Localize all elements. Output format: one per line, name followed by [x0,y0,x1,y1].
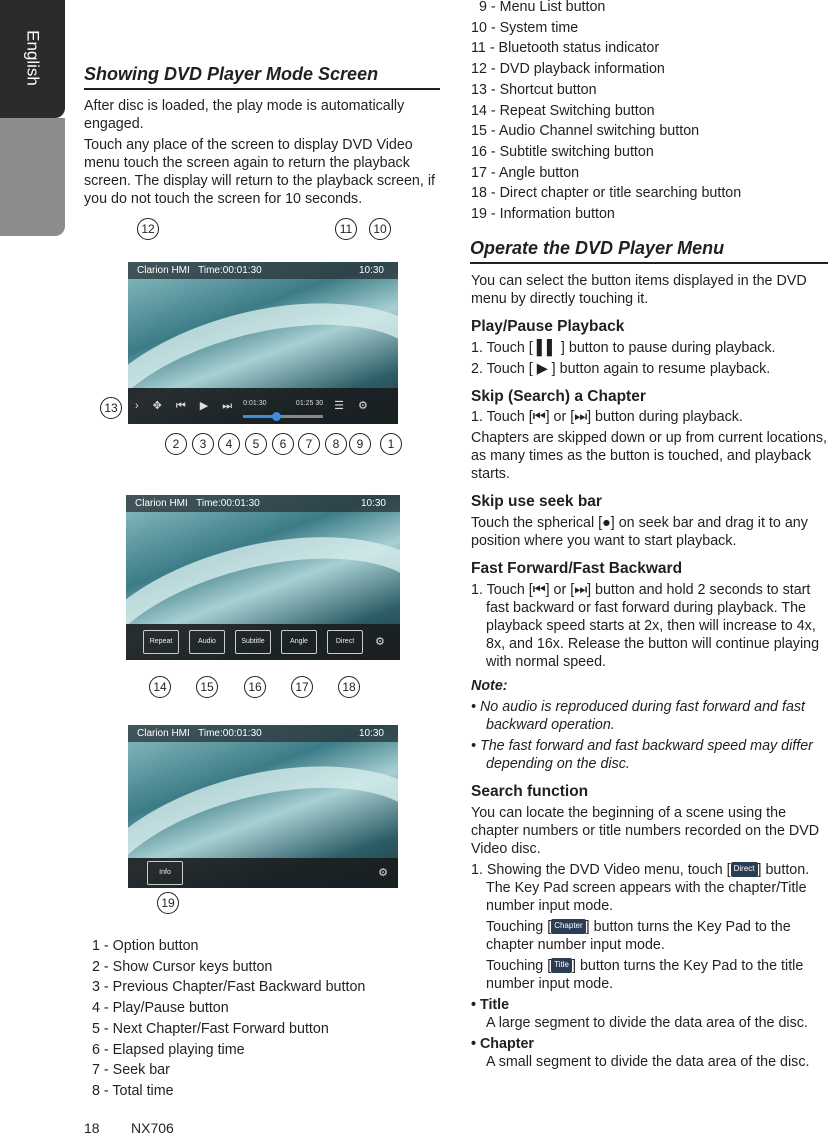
heading-skip: Skip (Search) a Chapter [471,387,646,405]
direct-button[interactable]: Direct [327,630,363,655]
app-name: Clarion HMI [135,498,188,509]
section-title-dvd-screen: Showing DVD Player Mode Screen [84,64,440,90]
callout: 11 [335,218,357,240]
paragraph: Chapters are skipped down or up from current locations, as many times as the button is touched, and playback starts. [471,430,828,483]
text: ] button turns the Key Pad to the title number input mode. [486,957,804,992]
text: 1. Showing the DVD Video menu, touch [ [471,861,731,878]
gear-icon[interactable]: ⚙ [358,399,368,412]
seek-bar[interactable] [243,415,323,418]
callout: 19 [157,892,179,914]
step: 2. Touch [ ▶ ] button again to resume playback. [471,360,771,377]
list-item: 3 - Previous Chapter/Fast Backward button [92,979,366,996]
system-time: 10:30 [360,498,386,509]
list-item: 13 - Shortcut button [471,81,597,98]
section-title-dvd-menu: Operate the DVD Player Menu [470,238,828,264]
step: 1. Touch [⏮] or [⏭] button and hold 2 seconds to start fast backward or fast forward during playback. The playback speed starts at 2x, then will increase to 4x, 8x, and 16x. Release the button will continue playing with normal speed. [471,581,820,670]
system-time: 10:30 [358,265,384,276]
note-item: • The fast forward and fast backward speed may differ depending on the disc. [471,737,813,772]
callout: 3 [192,433,214,455]
list-item: 10 - System time [471,19,579,36]
callout: 10 [369,218,391,240]
list-item: 6 - Elapsed playing time [92,1041,245,1058]
dvd-playback-screen [128,262,398,424]
list-item: 1 - Option button [92,938,199,954]
direct-button-image: Direct [731,862,758,877]
callout: 9 [349,433,371,455]
text: ] button. The Key Pad screen appears with the chapter/Title number input mode. [486,861,810,914]
paragraph: Touch the spherical [●] on seek bar and drag it to any position where you want to start playback. [471,515,808,550]
callout: 16 [244,676,266,698]
menu-list-icon[interactable]: ☰ [334,399,345,412]
list-item: 15 - Audio Channel switching button [471,123,700,140]
bullet-title: • Title [471,996,510,1013]
list-item: 5 - Next Chapter/Fast Forward button [92,1020,329,1037]
callout: 8 [325,433,347,455]
bullet-chapter: • Chapter [471,1035,534,1052]
callout: 7 [298,433,320,455]
playback-time: Time:00:01:30 [198,728,262,739]
paragraph: After disc is loaded, the play mode is automatically engaged. [84,98,405,132]
repeat-button[interactable]: Repeat [143,630,179,655]
list-item: 16 - Subtitle switching button [471,143,654,160]
callout: 6 [272,433,294,455]
tab-english-label: English [23,30,43,86]
text: Touching [ [486,957,552,974]
callout: 17 [291,676,313,698]
heading-search: Search function [471,782,589,800]
step: 1. Touch [⏮] or [⏭] button during playback. [471,409,743,426]
list-item: 17 - Angle button [471,164,580,181]
list-item: 12 - DVD playback information [471,61,665,78]
callout: 5 [245,433,267,455]
list-item: 18 - Direct chapter or title searching button [471,185,742,202]
app-name: Clarion HMI [137,728,190,739]
list-item: 7 - Seek bar [92,1062,170,1079]
heading-play-pause: Play/Pause Playback [471,318,625,335]
callout: 18 [338,676,360,698]
title-button-image: Title [551,958,572,973]
next-icon[interactable]: ⏭ [222,399,233,412]
chapter-button-image: Chapter [551,919,585,934]
bullet-description: A large segment to divide the data area of the disc. [486,1014,808,1031]
dvd-menu-screen [126,495,400,660]
model-name: NX706 [131,1120,174,1136]
callout: 1 [380,433,402,455]
heading-fast-forward: Fast Forward/Fast Backward [471,560,683,578]
elapsed-time: 0:01:30 [243,400,267,408]
paragraph: You can locate the beginning of a scene using the chapter numbers or title numbers recorded on the DVD Video disc. [471,804,820,857]
tab-english [0,0,65,118]
audio-button[interactable]: Audio [189,630,225,655]
callout: 15 [196,676,218,698]
playback-time: Time:00:01:30 [196,498,260,509]
bullet-description: A small segment to divide the data area of the disc. [486,1053,810,1070]
text: ] button turns the Key Pad to the chapter number input mode. [486,918,791,953]
shortcut-icon[interactable]: › [135,399,139,412]
play-icon[interactable]: ▶ [199,399,209,412]
gear-icon[interactable]: ⚙ [378,866,388,879]
heading-seek: Skip use seek bar [471,493,602,511]
paragraph: Touch any place of the screen to display DVD Video menu touch the screen again to return the playback screen. The display will return to the playback screen, if you do not touch the screen for 10 seconds. [84,137,435,207]
callout: 14 [149,676,171,698]
list-item: 19 - Information button [471,206,615,223]
system-time: 10:30 [358,728,384,739]
callout: 13 [100,397,122,419]
list-item: 9 - Menu List button [479,0,606,15]
page-number: 18 [84,1120,100,1136]
note-item: • No audio is reproduced during fast forward and fast backward operation. [471,698,806,733]
app-name: Clarion HMI [137,265,190,276]
callout: 4 [218,433,240,455]
total-time: 01:25 30 [295,400,324,408]
list-item: 2 - Show Cursor keys button [92,958,273,975]
tab-owners-manual [0,118,65,347]
cursor-keys-icon[interactable]: ✥ [152,399,162,412]
playback-time: Time:00:01:30 [198,265,262,276]
paragraph: You can select the button items displayed in the DVD menu by directly touching it. [471,273,807,307]
list-item: 11 - Bluetooth status indicator [471,40,660,57]
list-item: 4 - Play/Pause button [92,1000,229,1017]
text: Touching [ [486,918,552,935]
note-heading: Note: [471,677,508,694]
list-item: 8 - Total time [92,1082,174,1099]
callout: 12 [137,218,159,240]
info-button[interactable]: Info [147,861,183,886]
subtitle-button[interactable]: Subtitle [235,630,271,655]
dvd-info-screen [128,725,398,888]
step: 1. Touch [ ▌▌ ] button to pause during playback. [471,339,776,356]
tab-manual-label: Owner's Manual [24,243,41,347]
angle-button[interactable]: Angle [281,630,317,655]
gear-icon[interactable]: ⚙ [375,635,385,648]
callout: 2 [165,433,187,455]
list-item: 14 - Repeat Switching button [471,102,655,119]
previous-icon[interactable]: ⏮ [175,399,186,412]
